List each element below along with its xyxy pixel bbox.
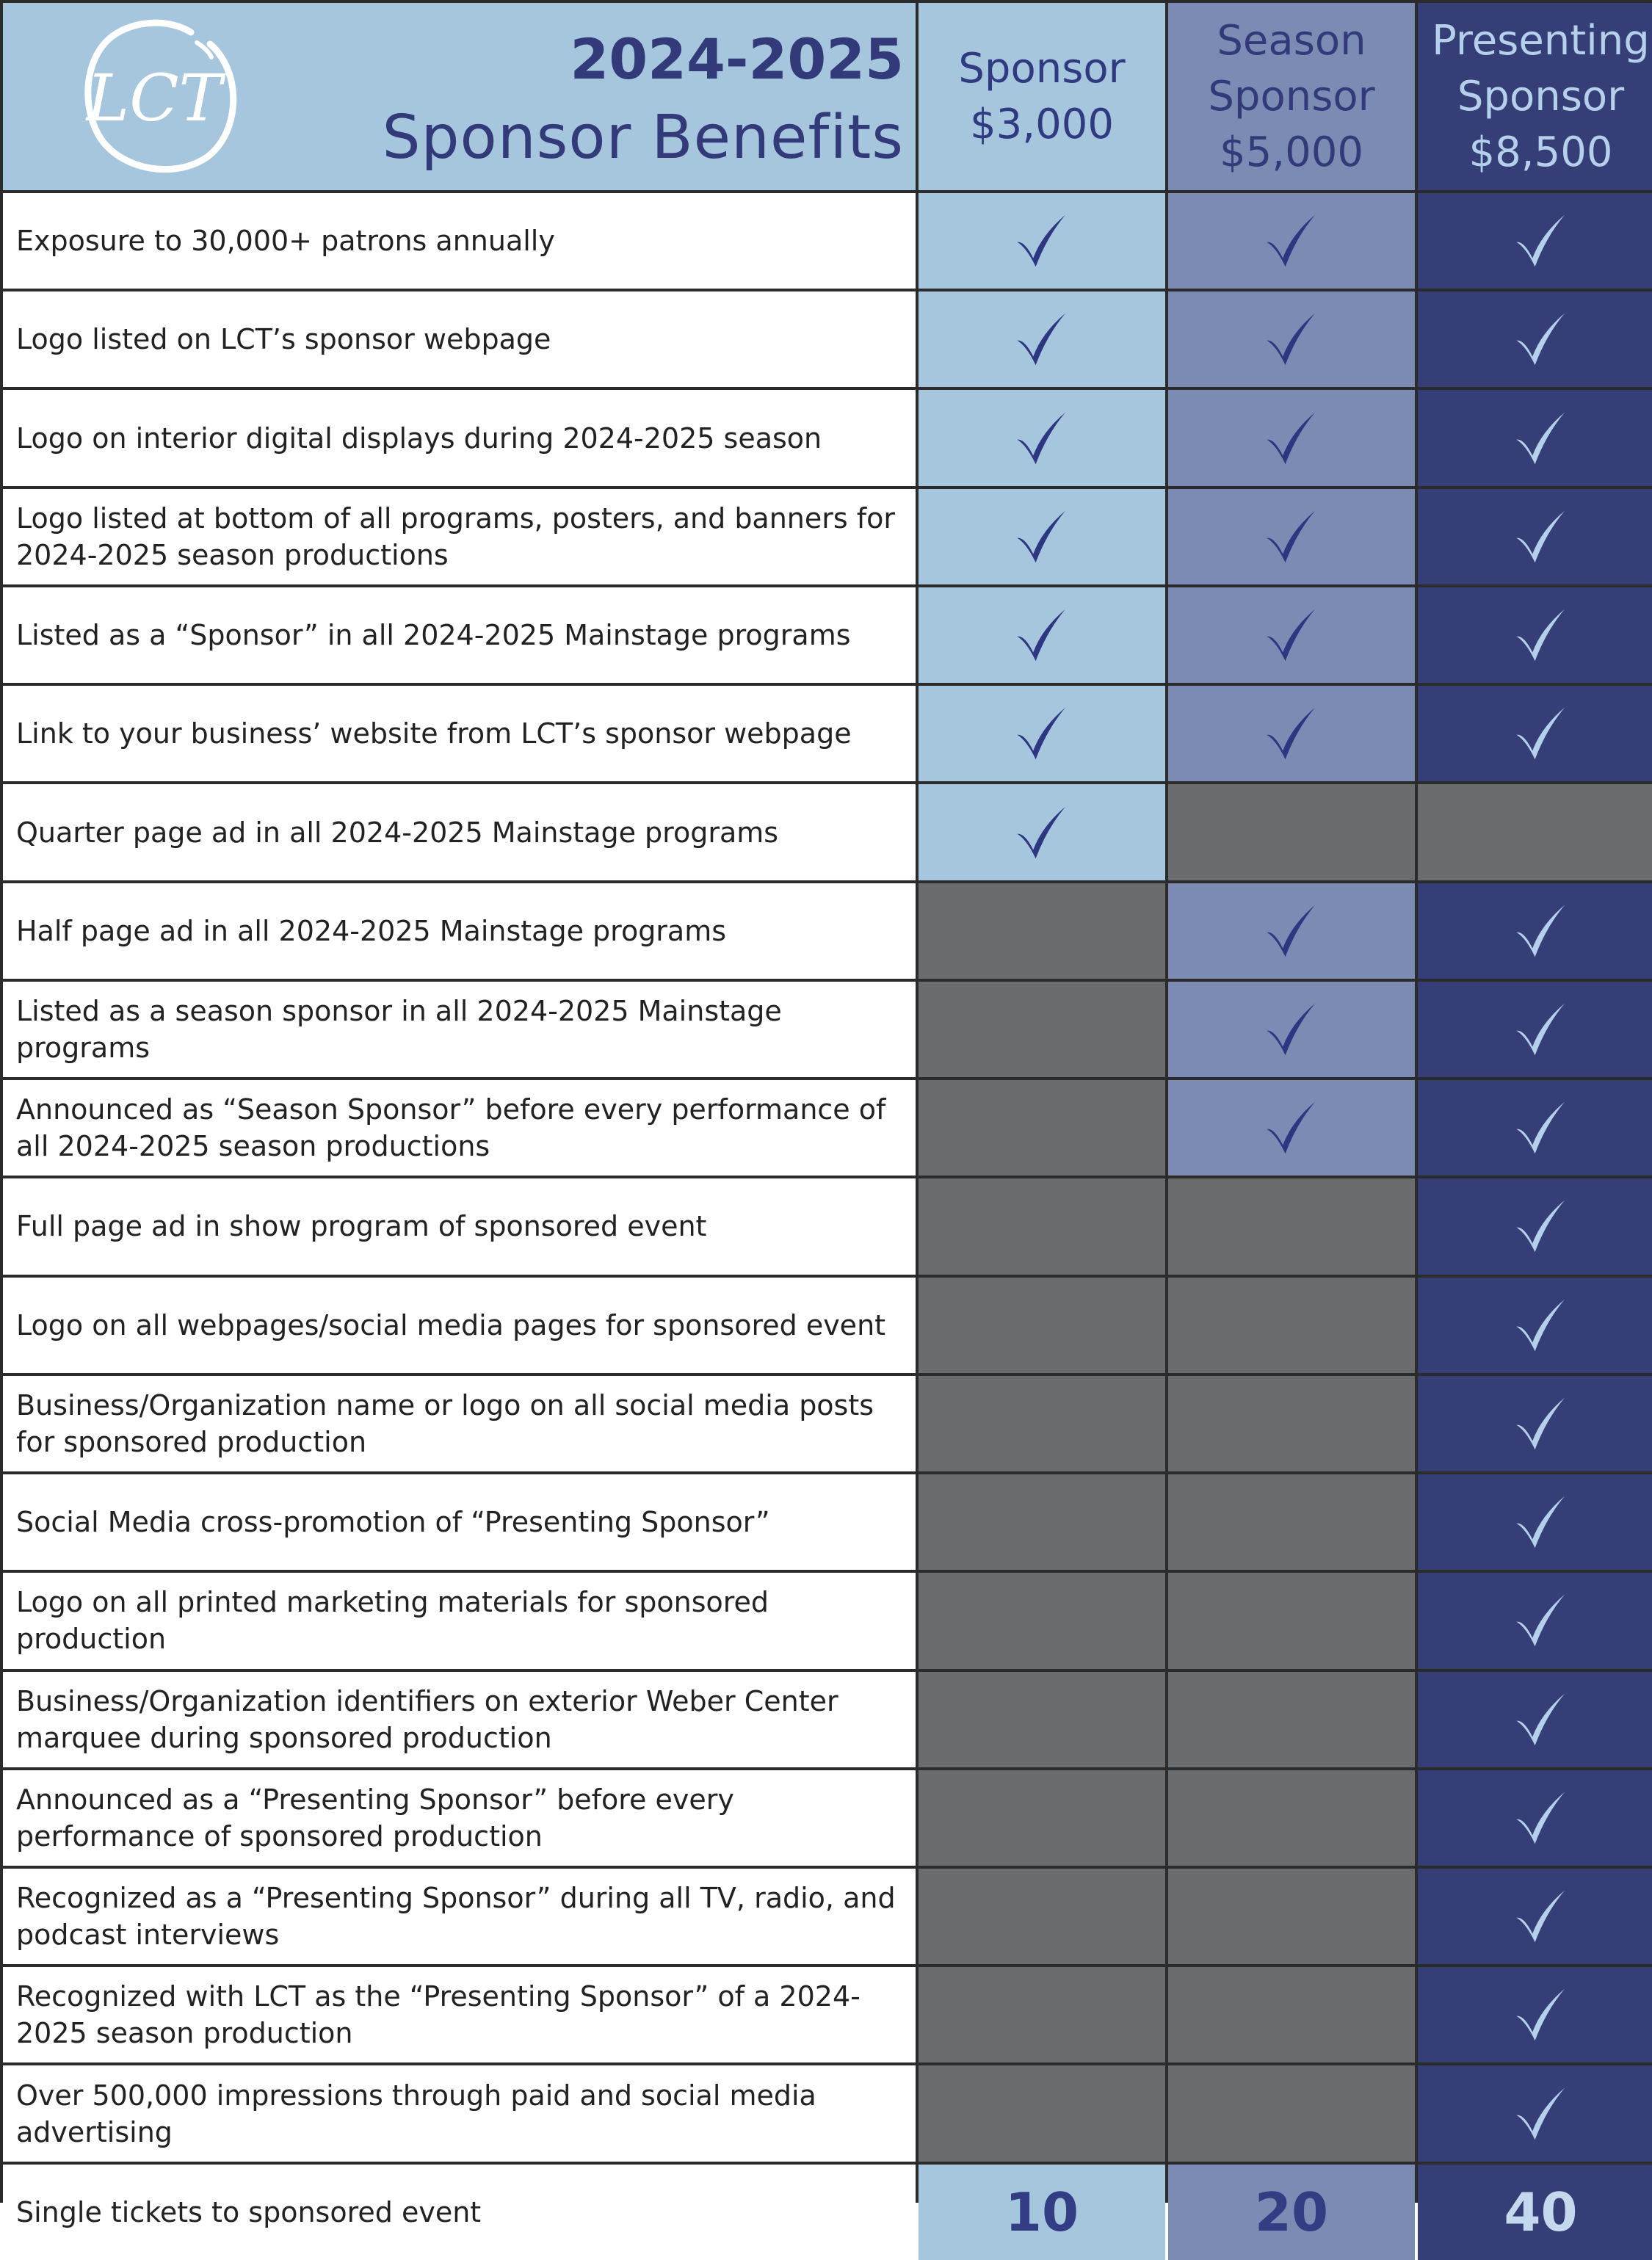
included-cell xyxy=(1418,1672,1652,1767)
benefit-cell xyxy=(3,686,916,781)
checkmark-icon xyxy=(1510,408,1572,469)
ticket-count: 10 xyxy=(919,2165,1165,2260)
included-cell xyxy=(919,587,1165,683)
benefit-label: Link to your business’ website from LCT’s sponsor webpage xyxy=(16,717,852,750)
not-included-cell xyxy=(1168,1376,1415,1471)
included-cell xyxy=(1418,587,1652,683)
benefit-cell xyxy=(3,1770,916,1866)
benefit-label: Half page ad in all 2024-2025 Mainstage programs xyxy=(16,914,727,947)
not-included-cell xyxy=(1168,1770,1415,1866)
included-cell xyxy=(919,489,1165,584)
benefit-cell xyxy=(3,883,916,979)
checkmark-icon xyxy=(1510,1886,1572,1947)
benefit-label: Logo listed on LCT’s sponsor webpage xyxy=(16,323,551,356)
checkmark-icon xyxy=(1510,2083,1572,2145)
included-cell xyxy=(1418,2065,1652,2161)
included-cell xyxy=(1418,1474,1652,1570)
included-cell xyxy=(1168,1080,1415,1176)
included-cell xyxy=(1418,1770,1652,1866)
benefit-cell xyxy=(3,1869,916,1964)
ticket-count: 40 xyxy=(1418,2165,1652,2260)
table-header-title xyxy=(3,3,916,190)
included-cell xyxy=(1418,1178,1652,1274)
tier-header-line: $5,000 xyxy=(1220,128,1363,176)
not-included-cell xyxy=(1168,1178,1415,1274)
benefit-cell xyxy=(3,1474,916,1570)
included-cell xyxy=(1168,686,1415,781)
benefit-cell xyxy=(3,1672,916,1767)
lct-logo xyxy=(68,13,244,181)
benefit-label: Logo on all webpages/social media pages for sponsored event xyxy=(16,1308,886,1341)
tier-header-presenting-sponsor xyxy=(1418,3,1652,190)
checkmark-icon xyxy=(1011,802,1073,863)
checkmark-icon xyxy=(1261,604,1322,666)
benefit-label: Recognized with LCT as the “Presenting Sponsor” of a 2024-2025 season production xyxy=(16,1980,861,2050)
checkmark-icon xyxy=(1510,1195,1572,1257)
checkmark-icon xyxy=(1510,900,1572,962)
not-included-cell xyxy=(919,1672,1165,1767)
checkmark-icon xyxy=(1510,1984,1572,2046)
benefit-label: Logo on interior digital displays during 2024-2025 season xyxy=(16,421,822,454)
checkmark-icon xyxy=(1011,210,1073,272)
benefit-label: Announced as “Season Sponsor” before every performance of all 2024-2025 season productions xyxy=(16,1093,886,1163)
checkmark-icon xyxy=(1510,1689,1572,1750)
benefit-label: Social Media cross-promotion of “Presenting Sponsor” xyxy=(16,1506,770,1539)
tier-header-line: Presenting xyxy=(1432,16,1650,65)
not-included-cell xyxy=(1418,784,1652,880)
checkmark-icon xyxy=(1510,1097,1572,1159)
included-cell xyxy=(919,193,1165,289)
benefit-cell xyxy=(3,1278,916,1373)
checkmark-icon xyxy=(1510,604,1572,666)
checkmark-icon xyxy=(1011,604,1073,666)
benefit-cell xyxy=(3,1967,916,2062)
included-cell xyxy=(1168,489,1415,584)
not-included-cell xyxy=(919,1080,1165,1176)
included-cell xyxy=(1168,982,1415,1077)
checkmark-icon xyxy=(1261,506,1322,568)
included-cell xyxy=(1418,390,1652,485)
checkmark-icon xyxy=(1261,308,1322,370)
included-cell xyxy=(1418,291,1652,387)
tier-header-season-sponsor xyxy=(1168,3,1415,190)
not-included-cell xyxy=(919,982,1165,1077)
benefit-cell xyxy=(3,1178,916,1274)
not-included-cell xyxy=(919,1869,1165,1964)
tier-header-line: Season xyxy=(1217,16,1366,65)
checkmark-icon xyxy=(1510,1787,1572,1849)
benefit-cell xyxy=(3,982,916,1077)
not-included-cell xyxy=(1168,1573,1415,1668)
benefit-label: Listed as a season sponsor in all 2024-2025 Mainstage programs xyxy=(16,994,782,1064)
checkmark-icon xyxy=(1510,703,1572,764)
not-included-cell xyxy=(919,1178,1165,1274)
included-cell xyxy=(1418,883,1652,979)
included-cell xyxy=(1418,1869,1652,1964)
header-title: Sponsor Benefits xyxy=(382,103,904,173)
benefit-cell xyxy=(3,193,916,289)
benefit-label: Announced as a “Presenting Sponsor” before every performance of sponsored production xyxy=(16,1783,734,1852)
benefit-label: Single tickets to sponsored event xyxy=(16,2195,482,2228)
checkmark-icon xyxy=(1510,999,1572,1060)
included-cell xyxy=(1418,1967,1652,2062)
benefit-label: Logo listed at bottom of all programs, posters, and banners for 2024-2025 season productions xyxy=(16,501,896,571)
tier-header-line: Sponsor xyxy=(1208,72,1375,120)
included-cell xyxy=(1418,686,1652,781)
not-included-cell xyxy=(919,1376,1165,1471)
not-included-cell xyxy=(1168,1278,1415,1373)
included-cell xyxy=(1168,390,1415,485)
benefit-cell xyxy=(3,291,916,387)
checkmark-icon xyxy=(1261,703,1322,764)
benefit-label: Exposure to 30,000+ patrons annually xyxy=(16,225,555,258)
included-cell xyxy=(919,784,1165,880)
benefit-label: Quarter page ad in all 2024-2025 Mainstage programs xyxy=(16,816,779,849)
checkmark-icon xyxy=(1261,408,1322,469)
not-included-cell xyxy=(919,1770,1165,1866)
tier-header-line: $3,000 xyxy=(970,100,1114,148)
not-included-cell xyxy=(919,1573,1165,1668)
checkmark-icon xyxy=(1510,1294,1572,1356)
benefit-cell xyxy=(3,489,916,584)
checkmark-icon xyxy=(1510,506,1572,568)
ticket-count: 20 xyxy=(1168,2165,1415,2260)
not-included-cell xyxy=(1168,2065,1415,2161)
benefit-cell xyxy=(3,1573,916,1668)
benefit-label: Logo on all printed marketing materials for sponsored production xyxy=(16,1586,769,1656)
included-cell xyxy=(1418,489,1652,584)
benefit-cell xyxy=(3,784,916,880)
not-included-cell xyxy=(1168,1869,1415,1964)
included-cell xyxy=(919,390,1165,485)
benefit-cell xyxy=(3,587,916,683)
checkmark-icon xyxy=(1510,1491,1572,1553)
included-cell xyxy=(1418,982,1652,1077)
checkmark-icon xyxy=(1510,308,1572,370)
included-cell xyxy=(919,291,1165,387)
included-cell xyxy=(1418,1376,1652,1471)
included-cell xyxy=(1168,883,1415,979)
checkmark-icon xyxy=(1510,1590,1572,1651)
benefit-label: Business/Organization identifiers on exterior Weber Center marquee during sponsored production xyxy=(16,1684,838,1754)
benefit-cell xyxy=(3,390,916,485)
checkmark-icon xyxy=(1510,1393,1572,1455)
tier-header-line: Sponsor xyxy=(1457,72,1625,120)
not-included-cell xyxy=(1168,1672,1415,1767)
benefit-cell xyxy=(3,1376,916,1471)
included-cell xyxy=(1168,291,1415,387)
header-year: 2024-2025 xyxy=(570,26,904,92)
included-cell xyxy=(1168,193,1415,289)
not-included-cell xyxy=(1168,1474,1415,1570)
not-included-cell xyxy=(919,1967,1165,2062)
benefit-label: Recognized as a “Presenting Sponsor” during all TV, radio, and podcast interviews xyxy=(16,1882,896,1952)
not-included-cell xyxy=(919,883,1165,979)
included-cell xyxy=(1418,193,1652,289)
checkmark-icon xyxy=(1011,408,1073,469)
not-included-cell xyxy=(919,1278,1165,1373)
benefit-cell xyxy=(3,1080,916,1176)
tier-header-sponsor xyxy=(919,3,1165,190)
not-included-cell xyxy=(919,2065,1165,2161)
checkmark-icon xyxy=(1261,1097,1322,1159)
included-cell xyxy=(1418,1278,1652,1373)
checkmark-icon xyxy=(1011,308,1073,370)
included-cell xyxy=(1418,1573,1652,1668)
included-cell xyxy=(919,686,1165,781)
benefit-cell xyxy=(3,2065,916,2161)
checkmark-icon xyxy=(1510,210,1572,272)
checkmark-icon xyxy=(1261,999,1322,1060)
svg-text:LCT: LCT xyxy=(86,60,222,136)
benefit-label: Full page ad in show program of sponsored event xyxy=(16,1210,707,1243)
checkmark-icon xyxy=(1261,900,1322,962)
checkmark-icon xyxy=(1011,703,1073,764)
tier-header-line: Sponsor xyxy=(958,44,1126,93)
checkmark-icon xyxy=(1261,210,1322,272)
tier-header-line: $8,500 xyxy=(1468,128,1613,176)
included-cell xyxy=(1168,587,1415,683)
checkmark-icon xyxy=(1011,506,1073,568)
benefit-label: Over 500,000 impressions through paid and social media advertising xyxy=(16,2079,816,2148)
not-included-cell xyxy=(1168,784,1415,880)
included-cell xyxy=(1418,1080,1652,1176)
not-included-cell xyxy=(919,1474,1165,1570)
not-included-cell xyxy=(1168,1967,1415,2062)
benefit-cell xyxy=(3,2165,916,2260)
benefit-label: Listed as a “Sponsor” in all 2024-2025 Mainstage programs xyxy=(16,619,851,652)
benefit-label: Business/Organization name or logo on all social media posts for sponsored production xyxy=(16,1388,874,1458)
